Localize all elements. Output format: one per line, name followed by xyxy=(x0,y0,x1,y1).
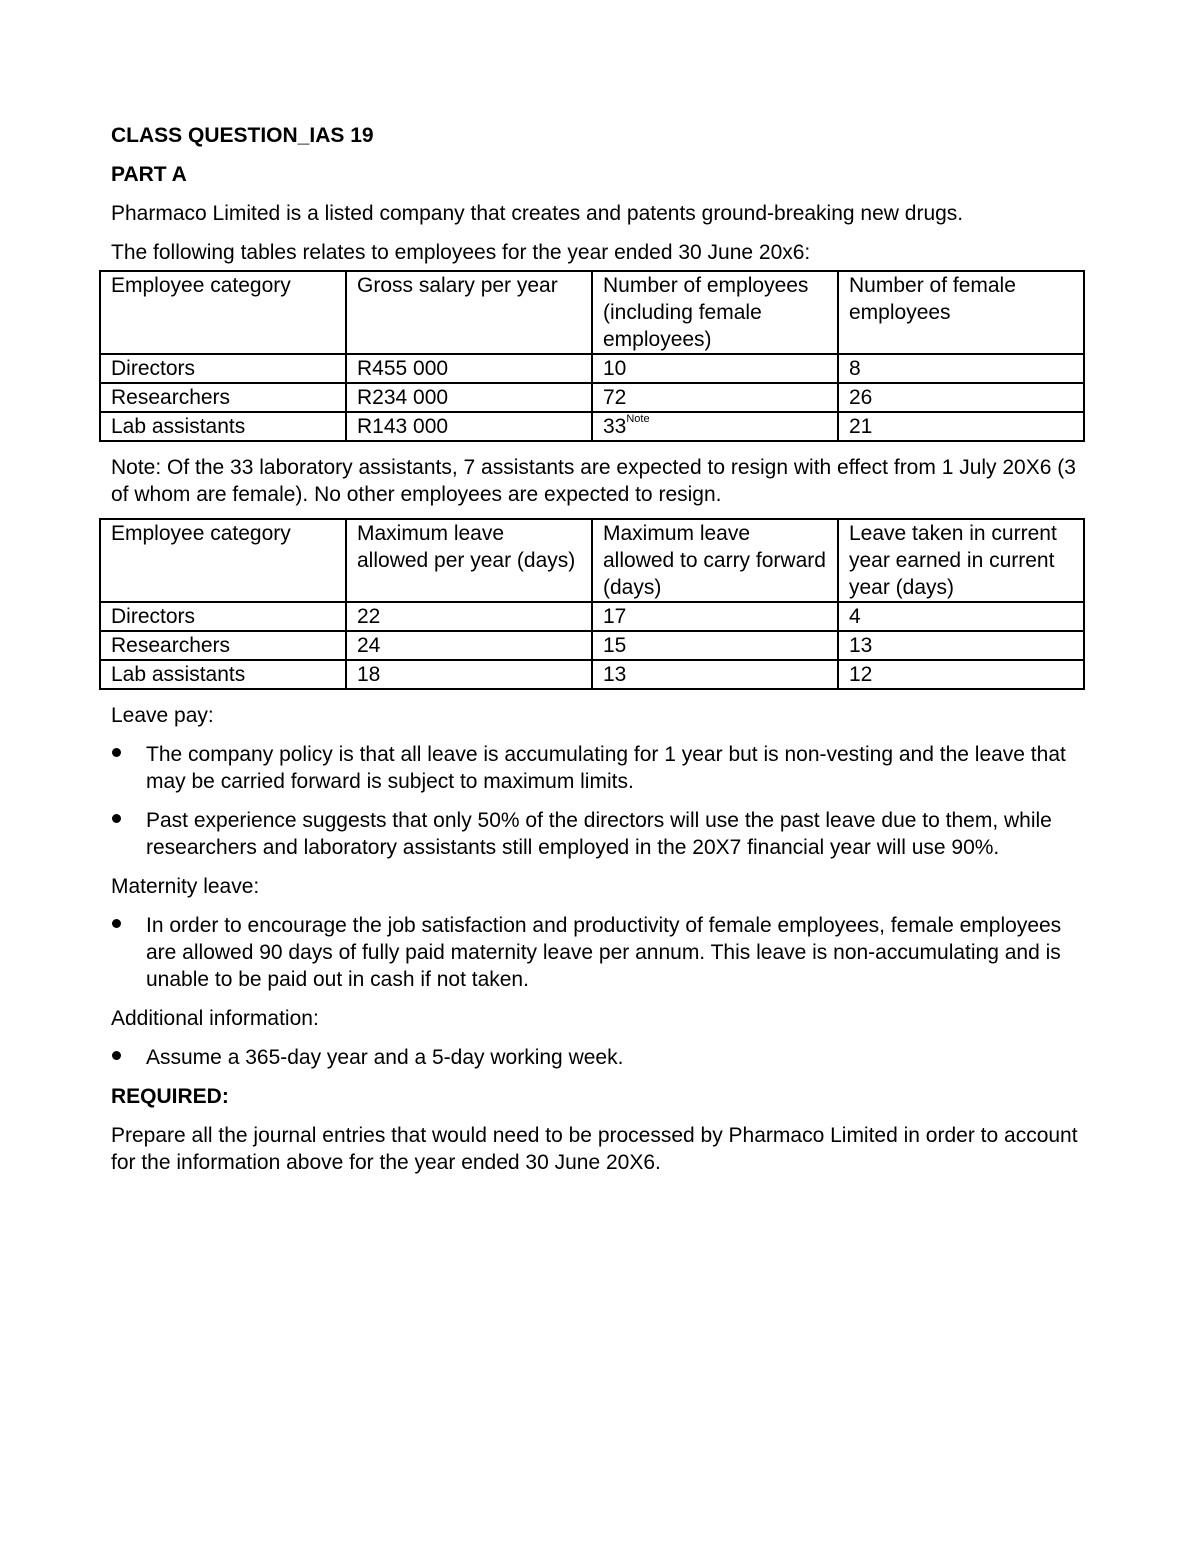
table-cell xyxy=(592,412,838,441)
table-cell: 10 xyxy=(592,354,838,383)
table-header-cell: Employee category xyxy=(100,519,346,602)
table-intro: The following tables relates to employees for the year ended 30 June 20x6: xyxy=(111,241,811,264)
table-cell: 13 xyxy=(838,631,1084,660)
table-cell: 8 xyxy=(838,354,1084,383)
table-cell: Lab assistants xyxy=(100,412,346,441)
table-cell: 72 xyxy=(592,383,838,412)
table-cell: Researchers xyxy=(100,631,346,660)
table-cell: 18 xyxy=(346,660,592,689)
document-page xyxy=(111,122,1091,1188)
required-text: Prepare all the journal entries that would need to be processed by Pharmaco Limited in order to account for the information above for the year ended 30 June 20X6. xyxy=(111,1124,1078,1174)
table-cell: 13 xyxy=(592,660,838,689)
table-row xyxy=(100,412,1084,441)
bullet-icon xyxy=(112,814,121,823)
leave-pay-list xyxy=(111,741,1091,861)
maternity-list xyxy=(111,912,1091,993)
table-cell: Directors xyxy=(100,354,346,383)
table-header-cell: Leave taken in current year earned in current year (days) xyxy=(838,519,1084,602)
additional-list xyxy=(111,1044,1091,1071)
leave-table xyxy=(99,518,1085,690)
table-cell: R143 000 xyxy=(346,412,592,441)
intro-paragraph: Pharmaco Limited is a listed company that creates and patents ground-breaking new drugs. xyxy=(111,202,964,225)
bullet-icon xyxy=(112,1051,121,1060)
table-cell: 4 xyxy=(838,602,1084,631)
table-cell: 17 xyxy=(592,602,838,631)
list-item xyxy=(111,912,1091,993)
table-row xyxy=(100,383,1084,412)
list-item xyxy=(111,741,1091,795)
table-cell: R455 000 xyxy=(346,354,592,383)
table-cell: 24 xyxy=(346,631,592,660)
table-cell: 21 xyxy=(838,412,1084,441)
table-cell: Directors xyxy=(100,602,346,631)
table-row xyxy=(100,354,1084,383)
table-header-cell: Number of employees (including female employees) xyxy=(592,271,838,354)
table-cell: R234 000 xyxy=(346,383,592,412)
table-header-cell: Maximum leave allowed to carry forward (days) xyxy=(592,519,838,602)
list-item-text: In order to encourage the job satisfaction and productivity of female employees, female employees are allowed 90 days of fully paid maternity leave per annum. This leave is non-accumulating and is unable to be paid out in cash if not taken. xyxy=(146,914,1062,991)
table-row xyxy=(100,631,1084,660)
table-header-cell: Number of female employees xyxy=(838,271,1084,354)
table-cell: 26 xyxy=(838,383,1084,412)
table-note: Note: Of the 33 laboratory assistants, 7 assistants are expected to resign with effect from 1 July 20X6 (3 of whom are female). No other employees are expected to resign. xyxy=(111,456,1076,506)
required-label: REQUIRED: xyxy=(111,1085,229,1108)
leave-pay-label: Leave pay: xyxy=(111,704,214,727)
document-heading: CLASS QUESTION_IAS 19 xyxy=(111,124,374,147)
employee-count: 33 xyxy=(603,415,627,438)
part-label: PART A xyxy=(111,163,187,186)
list-item-text: Assume a 365-day year and a 5-day working week. xyxy=(146,1046,624,1069)
table-cell: Researchers xyxy=(100,383,346,412)
table-header-cell: Gross salary per year xyxy=(346,271,592,354)
table-row xyxy=(100,660,1084,689)
list-item xyxy=(111,1044,1091,1071)
note-marker: Note xyxy=(626,413,650,425)
employee-table xyxy=(99,270,1085,442)
table-cell: 15 xyxy=(592,631,838,660)
table-cell: 12 xyxy=(838,660,1084,689)
list-item xyxy=(111,807,1091,861)
additional-label: Additional information: xyxy=(111,1007,319,1030)
table-header-cell: Maximum leave allowed per year (days) xyxy=(346,519,592,602)
table-header-row xyxy=(100,519,1084,602)
bullet-icon xyxy=(112,919,121,928)
table-header-cell: Employee category xyxy=(100,271,346,354)
list-item-text: Past experience suggests that only 50% of the directors will use the past leave due to them, while researchers and laboratory assistants still employed in the 20X7 financial year will use 90%. xyxy=(146,809,1052,859)
table-cell: 22 xyxy=(346,602,592,631)
bullet-icon xyxy=(112,748,121,757)
list-item-text: The company policy is that all leave is accumulating for 1 year but is non-vesting and the leave that may be carried forward is subject to maximum limits. xyxy=(146,743,1066,793)
maternity-label: Maternity leave: xyxy=(111,875,260,898)
table-cell: Lab assistants xyxy=(100,660,346,689)
table-header-row xyxy=(100,271,1084,354)
table-row xyxy=(100,602,1084,631)
